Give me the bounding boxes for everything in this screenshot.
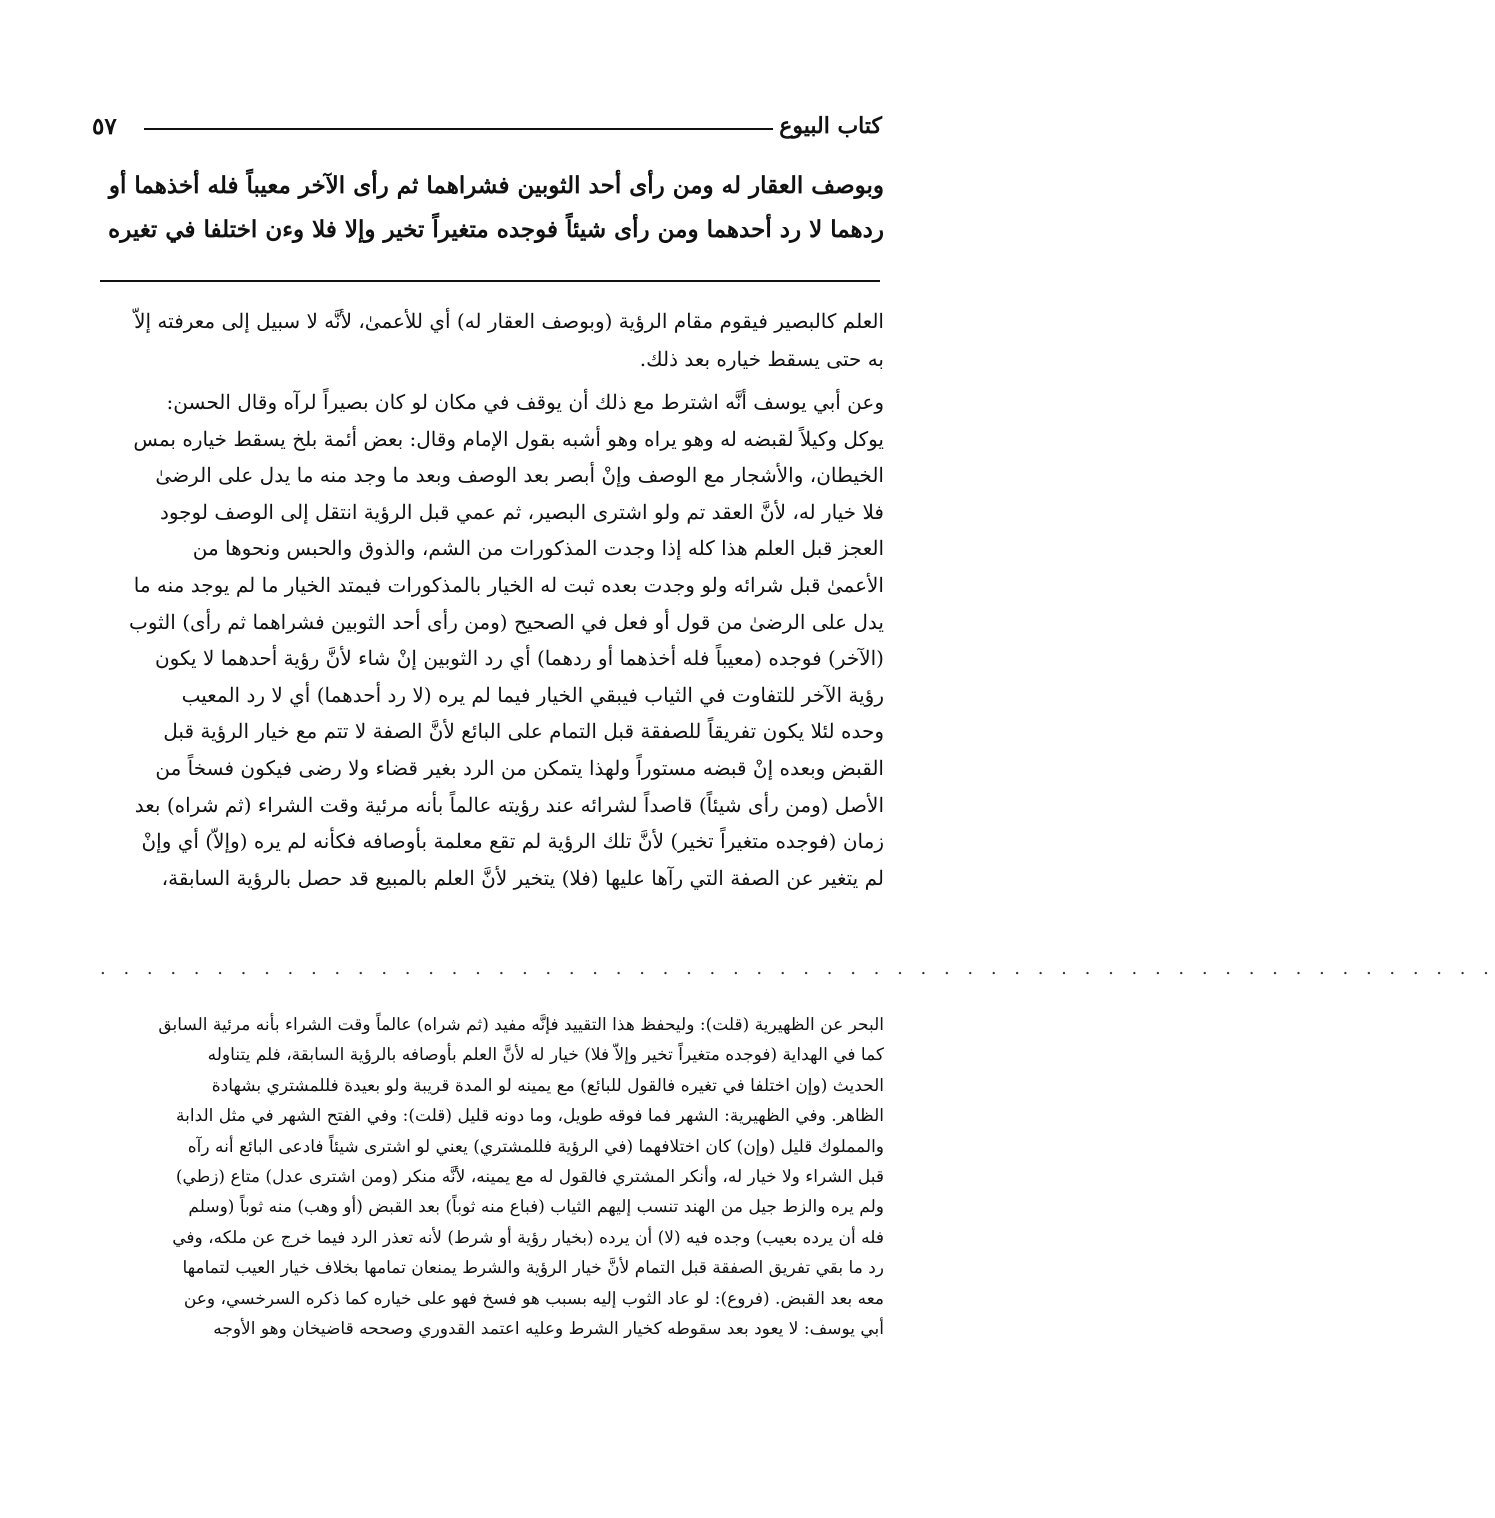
hashiya-footnote: [92, 1010, 884, 1344]
hashiya-line: قبل الشراء ولا خيار له، وأنكر المشتري فالقول له مع يمينه، لأنَّه منكر (ومن اشترى عدل) متاع (زطي): [175, 1167, 884, 1188]
header-rule: [144, 128, 773, 130]
hashiya-line: الظاهر. وفي الظهيرية: الشهر فما فوقه طويل، وما دونه قليل (قلت): وفي الفتح الشهر في مثل الدابة: [176, 1106, 884, 1127]
sharh-line: وحده لئلا يكون تفريقاً للصفقة قبل التمام على البائع لأنَّ الصفة لا تتم مع خيار الرؤية قبل: [163, 719, 884, 744]
dotted-separator: . . . . . . . . . . . . . . . . . . . . . . . . . . . . . . . . . . . . . . . . . . . . . . . . . . . . . . . . . . . .: [100, 958, 1495, 979]
sharh-line: به حتى يسقط خياره بعد ذلك.: [639, 347, 884, 371]
matn-text: [92, 164, 884, 252]
matn-line: وبوصف العقار له ومن رأى أحد الثوبين فشراهما ثم رأى الآخر معيباً فله أخذهما أو: [108, 172, 884, 199]
hashiya-line: والمملوك قليل (وإن) كان اختلافهما (في الرؤية فللمشتري) يعني لو اشترى شيئاً فادعى البائع أنه رآه: [187, 1136, 884, 1157]
page-header: [92, 108, 882, 144]
sharh-line: فلا خيار له، لأنَّ العقد تم ولو اشترى البصير، ثم عمي قبل الرؤية انتقل إلى الوصف لوجود: [159, 499, 884, 524]
hashiya-line: فله أن يرده بعيب) وجده فيه (لا) أن يرده (بخيار رؤية أو شرط) لأنه تعذر الرد فيما خرج عن ملكه، وفي: [172, 1227, 884, 1248]
hashiya-line: رد ما بقي تفريق الصفقة قبل التمام لأنَّ خيار الرؤية والشرط يمنعان تمامها بخلاف خيار العيب لتمامها: [182, 1258, 884, 1279]
matn-divider: [100, 280, 880, 282]
hashiya-line: كما في الهداية (فوجده متغيراً تخير وإلاّ فلا) خيار له لأنَّ العلم بأوصافه بالرؤية السابقة، فلم يتناوله: [207, 1045, 884, 1066]
sharh-line: الخيطان، والأشجار مع الوصف وإنْ أبصر بعد الوصف وبعد ما وجد منه ما يدل على الرضىٰ: [155, 463, 884, 488]
sharh-line: الأصل (ومن رأى شيئاً) قاصداً لشرائه عند رؤيته عالماً بأنه مرئية وقت الشراء (ثم شراه) بعد: [134, 792, 884, 817]
sharh-line: القبض وبعده إنْ قبضه مستوراً ولهذا يتمكن من الرد بغير قضاء ولا رضى فيكون فسخاً من: [155, 755, 884, 780]
hashiya-line: الحديث (وإن اختلفا في تغيره فالقول للبائع) مع يمينه لو المدة قريبة ولو بعيدة فللمشتري بشهادة: [211, 1075, 884, 1096]
sharh-line: الأعمىٰ قبل شرائه ولو وجدت بعده ثبت له الخيار بالمذكورات فيمتد الخيار ما لم يوجد منه ما: [133, 572, 884, 597]
page-number: ٥٧: [92, 112, 117, 140]
sharh-line: لم يتغير عن الصفة التي رآها عليها (فلا) يتخير لأنَّ العلم بالمبيع قد حصل بالرؤية السابقة،: [161, 865, 884, 890]
sharh-paragraph-1: [92, 302, 884, 378]
sharh-line: وعن أبي يوسف أنَّه اشترط مع ذلك أن يوقف في مكان لو كان بصيراً لرآه وقال الحسن:: [166, 390, 884, 414]
hashiya-line: البحر عن الظهيرية (قلت): وليحفظ هذا التقييد فإنَّه مفيد (ثم شراه) عالماً وقت الشراء بأنه مرئية السابق: [158, 1015, 884, 1035]
hashiya-line: معه بعد القبض. (فروع): لو عاد الثوب إليه بسبب هو فسخ فهو على خياره كما ذكره السرخسي، وعن: [183, 1288, 884, 1309]
hashiya-line: أبي يوسف: لا يعود بعد سقوطه كخيار الشرط وعليه اعتمد القدوري وصححه قاضيخان وهو الأوجه: [213, 1319, 884, 1340]
sharh-line: زمان (فوجده متغيراً تخير) لأنَّ تلك الرؤية لم تقع معلمة بأوصافه فكأنه لم يره (وإلاّ) أي وإنْ: [141, 829, 884, 854]
sharh-line: العجز قبل العلم هذا كله إذا وجدت المذكورات من الشم، والذوق والحبس ونحوها من: [192, 536, 884, 561]
sharh-line: يوكل وكيلاً لقبضه له وهو يراه وهو أشبه بقول الإمام وقال: بعض أئمة بلخ يسقط خياره بمس: [133, 426, 884, 451]
hashiya-line: ولم يره والزط جيل من الهند تنسب إليهم الثياب (فباع منه ثوباً) بعد القبض (أو وهب) منه ثوباً (وسلم: [188, 1197, 884, 1218]
sharh-paragraph-2: [92, 384, 884, 896]
sharh-line: يدل على الرضىٰ من قول أو فعل في الصحيح (ومن رأى أحد الثوبين فشراهما ثم رأى) الثوب: [128, 609, 884, 634]
matn-line: ردهما لا رد أحدهما ومن رأى شيئاً فوجده متغيراً تخير وإلا فلا وءن اختلفا في تغيره: [108, 216, 884, 243]
running-title: كتاب البيوع: [779, 113, 882, 139]
sharh-line: رؤية الآخر للتفاوت في الثياب فيبقي الخيار فيما لم يره (لا رد أحدهما) أي لا رد المعيب: [181, 682, 884, 707]
sharh-line: العلم كالبصير فيقوم مقام الرؤية (وبوصف العقار له) أي للأعمىٰ، لأنَّه لا سبيل إلى معرفته إلاّ: [134, 309, 884, 333]
sharh-line: (الآخر) فوجده (معيباً فله أخذهما أو ردهما) أي رد الثوبين إنْ شاء لأنَّ رؤية أحدهما لا يكون: [154, 646, 884, 671]
